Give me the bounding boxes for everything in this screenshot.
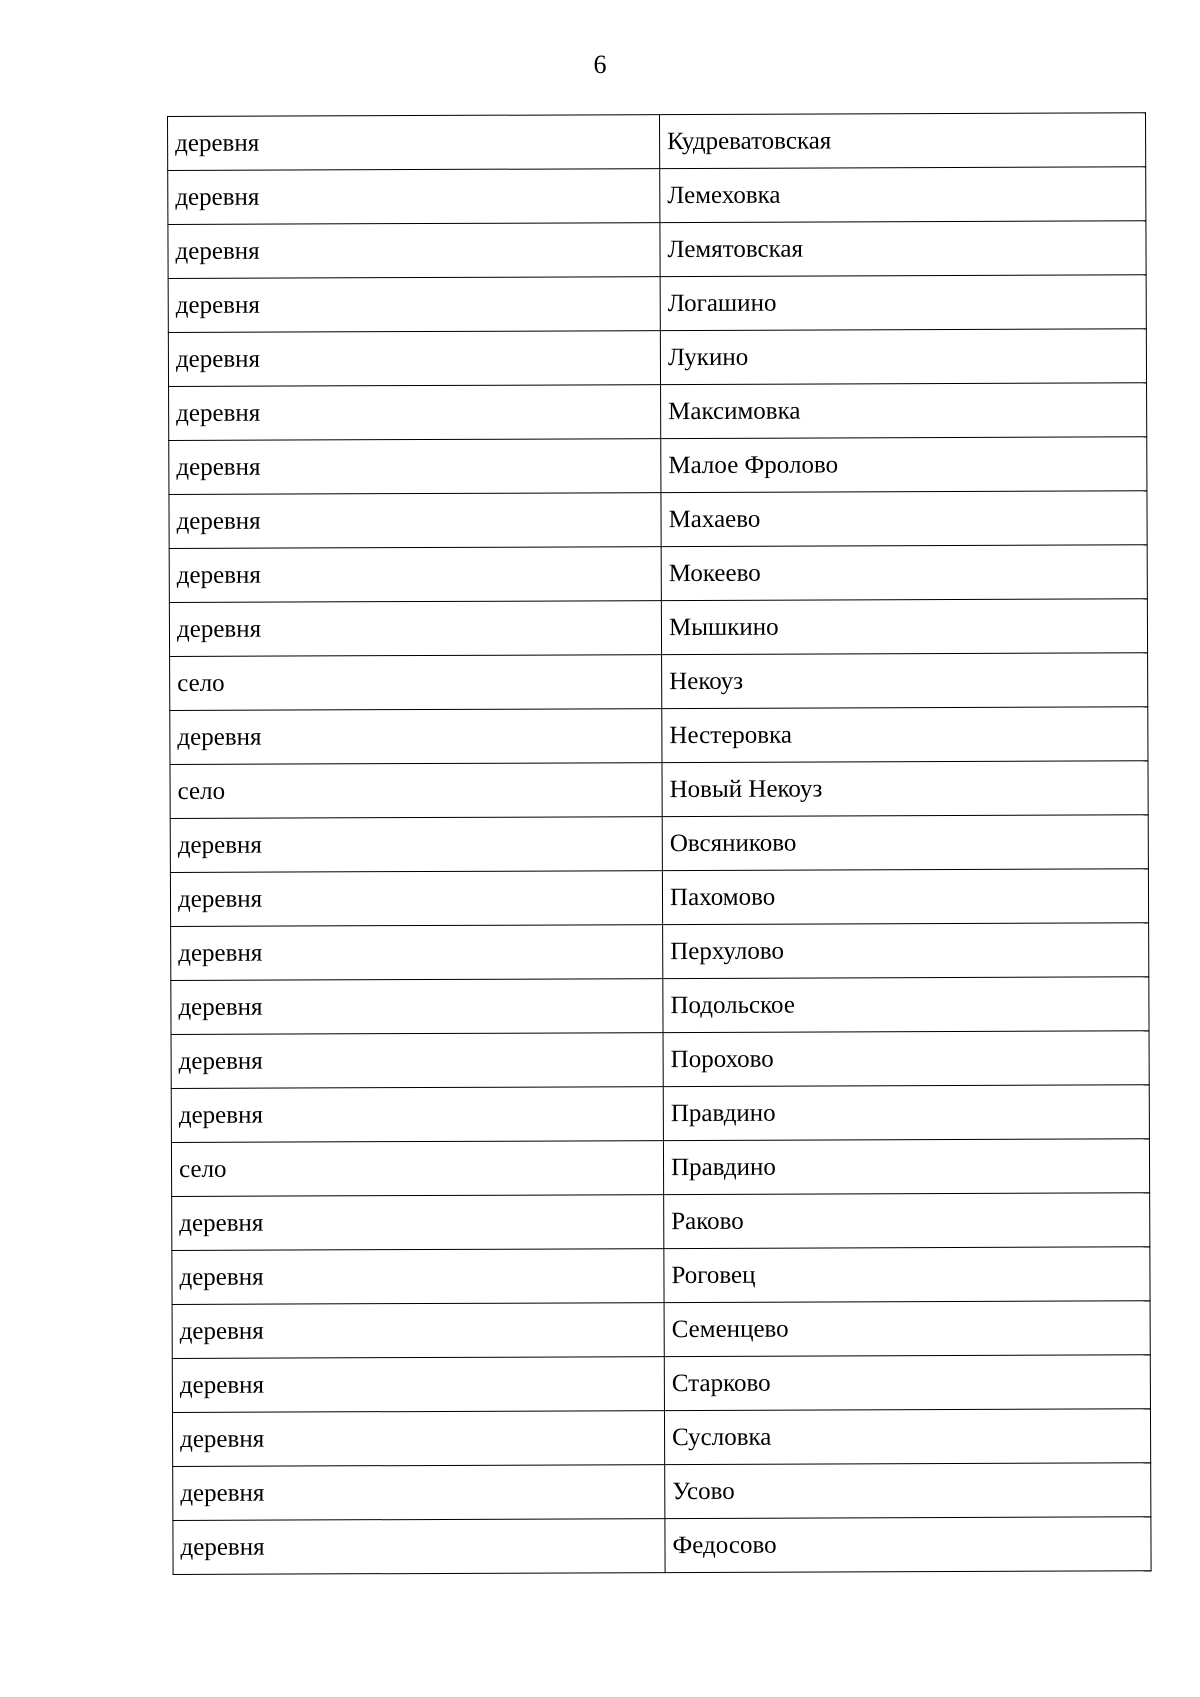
settlement-type-cell: деревня [172,1303,664,1359]
settlement-type-cell: деревня [172,1357,664,1413]
table-row [169,437,1147,495]
settlement-name-cell: Семенцево [664,1301,1150,1357]
settlement-type-cell: деревня [171,1033,663,1089]
settlement-name-cell: Кудреватовская [659,113,1145,169]
table-row [168,221,1146,279]
settlement-type-cell: деревня [171,979,663,1035]
settlement-name-cell: Перхулово [663,923,1149,979]
table-row [170,653,1148,711]
table-row [170,869,1148,927]
table-row [169,545,1147,603]
settlement-type-cell: деревня [171,925,663,981]
settlement-name-cell: Сусловка [664,1409,1150,1465]
table-row [168,167,1146,225]
settlement-name-cell: Пахомово [662,869,1148,925]
settlement-type-cell: деревня [173,1519,665,1575]
table-row [172,1193,1150,1251]
settlement-type-cell: деревня [170,871,662,927]
settlement-type-cell: деревня [168,331,660,387]
settlement-name-cell: Лемеховка [660,167,1146,223]
settlement-type-cell: село [171,1141,663,1197]
table-row [172,1301,1150,1359]
settlement-type-cell: деревня [170,817,662,873]
settlement-name-cell: Махаево [661,491,1147,547]
settlement-name-cell: Федосово [665,1517,1151,1573]
table-row [171,977,1149,1035]
table-row [170,707,1148,765]
settlement-type-cell: деревня [170,709,662,765]
settlement-name-cell: Раково [664,1193,1150,1249]
table-row [169,491,1147,549]
table-row [168,275,1146,333]
settlement-name-cell: Лукино [660,329,1146,385]
settlement-name-cell: Роговец [664,1247,1150,1303]
settlements-table-body [168,113,1152,1575]
table-row [172,1409,1150,1467]
settlement-type-cell: деревня [171,1087,663,1143]
settlement-type-cell: деревня [169,385,661,441]
settlement-name-cell: Нестеровка [662,707,1148,763]
settlement-type-cell: деревня [169,547,661,603]
table-row [171,923,1149,981]
settlement-name-cell: Максимовка [661,383,1147,439]
settlement-name-cell: Новый Некоуз [662,761,1148,817]
settlement-name-cell: Старково [664,1355,1150,1411]
settlement-type-cell: село [170,655,662,711]
table-row [171,1031,1149,1089]
settlement-type-cell: деревня [168,223,660,279]
settlement-type-cell: деревня [168,115,660,171]
settlement-name-cell: Подольское [663,977,1149,1033]
settlement-type-cell: деревня [169,439,661,495]
settlement-name-cell: Лемятовская [660,221,1146,277]
settlement-type-cell: деревня [168,277,660,333]
settlement-name-cell: Порохово [663,1031,1149,1087]
settlement-name-cell: Малое Фролово [661,437,1147,493]
table-row [170,761,1148,819]
table-row [170,815,1148,873]
table-row [172,1247,1150,1305]
table-row [168,329,1146,387]
table-row [172,1355,1150,1413]
table-row [171,1085,1149,1143]
settlement-type-cell: деревня [168,169,660,225]
settlement-name-cell: Овсяниково [662,815,1148,871]
settlement-type-cell: деревня [173,1465,665,1521]
settlement-type-cell: деревня [172,1411,664,1467]
page-number: 6 [593,50,607,79]
settlement-type-cell: деревня [169,601,661,657]
table-row [169,599,1147,657]
settlement-name-cell: Мокеево [661,545,1147,601]
table-row [171,1139,1149,1197]
settlement-name-cell: Логашино [660,275,1146,331]
table-row [173,1517,1151,1575]
settlement-name-cell: Правдино [663,1085,1149,1141]
settlement-type-cell: село [170,763,662,819]
settlement-name-cell: Некоуз [662,653,1148,709]
settlement-type-cell: деревня [172,1249,664,1305]
settlement-name-cell: Усово [665,1463,1151,1519]
settlement-name-cell: Правдино [663,1139,1149,1195]
settlement-name-cell: Мышкино [661,599,1147,655]
table-row [168,113,1146,171]
table-row [169,383,1147,441]
settlement-type-cell: деревня [172,1195,664,1251]
settlement-type-cell: деревня [169,493,661,549]
table-row [173,1463,1151,1521]
settlements-table [167,112,1152,1575]
